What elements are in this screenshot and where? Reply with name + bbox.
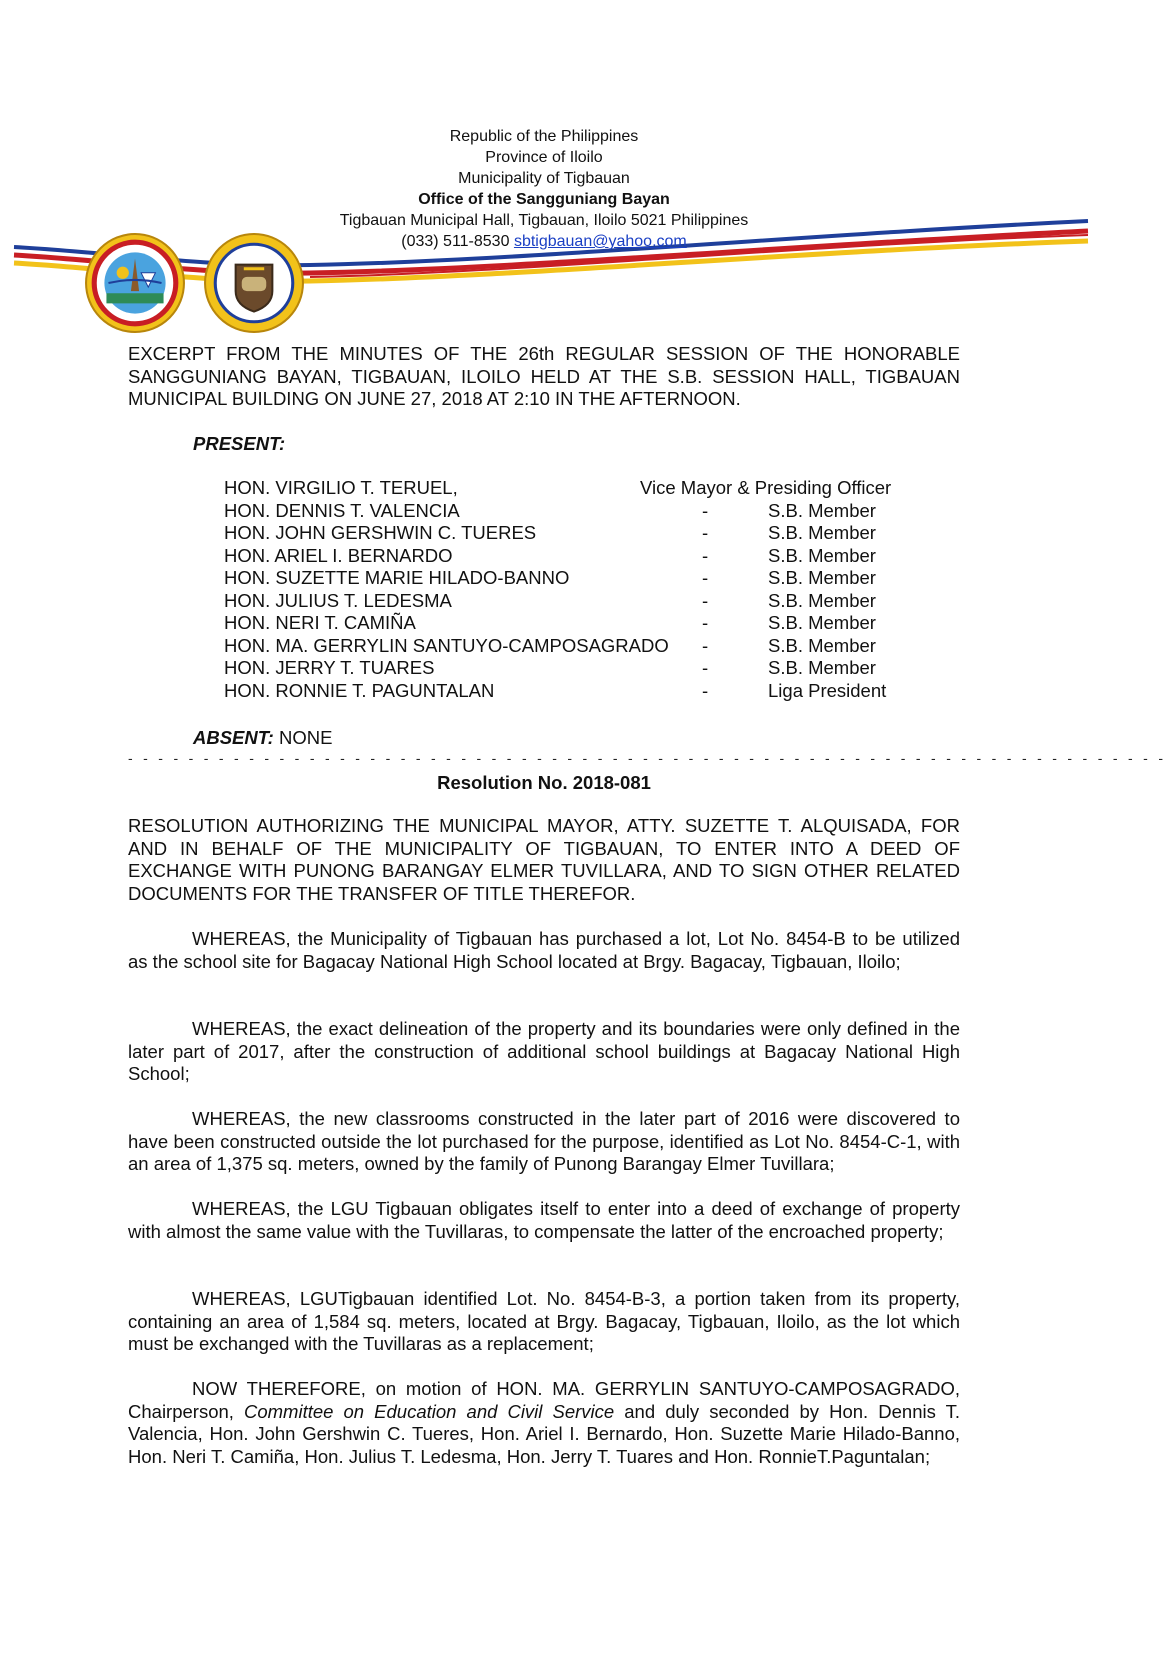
letterhead-republic: Republic of the Philippines: [449, 128, 639, 145]
member-dash: -: [702, 544, 709, 566]
paragraph-text: WHEREAS, the LGU Tigbauan obligates itself to enter into a deed of exchange of property with almost the same value with the Tuvillaras, to compensate the latter of the encroached property;: [128, 1198, 960, 1242]
member-role: S.B. Member: [768, 657, 876, 678]
letterhead-province: Province of Iloilo: [485, 149, 603, 166]
member-name: HON. DENNIS T. VALENCIA: [224, 499, 460, 521]
letterhead-office: Office of the Sangguniang Bayan: [418, 191, 670, 208]
member-row: [224, 545, 924, 568]
member-role: S.B. Member: [768, 589, 876, 611]
member-row: [224, 635, 924, 658]
member-row: [224, 590, 924, 613]
present-label: PRESENT:: [193, 433, 286, 454]
minutes-excerpt: EXCERPT FROM THE MINUTES OF THE 26th REGULAR SESSION OF THE HONORABLE SANGGUNIANG BAYAN, TIGBAUAN, ILOILO HELD AT THE S.B. SESSION HALL, TIGBAUAN MUNICIPAL BUILDING ON JUNE 27, 2018 AT 2:10 IN THE AFTERNOON.: [128, 343, 960, 409]
member-name: HON. JERRY T. TUARES: [224, 657, 435, 678]
member-role: S.B. Member: [768, 612, 876, 633]
member-row: [224, 567, 924, 590]
member-row: [224, 477, 924, 500]
member-role: Vice Mayor & Presiding Officer: [640, 477, 892, 498]
member-name: HON. VIRGILIO T. TERUEL,: [224, 477, 458, 498]
now-therefore-paragraph: [128, 1378, 960, 1468]
paragraph-text: WHEREAS, the new classrooms constructed in the later part of 2016 were discovered to have been constructed outside the lot purchased for the purpose, identified as Lot No. 8454-C-1, with an area of 1,375 sq. meters, owned by the family of Punong Barangay Elmer Tuvillara;: [128, 1108, 960, 1174]
member-name: HON. ARIEL I. BERNARDO: [224, 544, 453, 566]
member-dash: -: [702, 589, 709, 611]
whereas-paragraph-4: [128, 1198, 960, 1243]
letterhead-municipality: Municipality of Tigbauan: [458, 170, 630, 187]
whereas-paragraph-3: [128, 1108, 960, 1176]
member-row: [224, 680, 924, 703]
member-name: HON. MA. GERRYLIN SANTUYO-CAMPOSAGRADO: [224, 634, 669, 656]
absent-line: [193, 727, 332, 749]
absent-label: ABSENT:: [193, 727, 274, 748]
member-role: S.B. Member: [768, 634, 876, 656]
paragraph-text: NOW THEREFORE, on motion of HON. MA. GERRYLIN SANTUYO-CAMPOSAGRADO, Chairperson,: [128, 1378, 960, 1422]
member-name: HON. JULIUS T. LEDESMA: [224, 589, 452, 611]
whereas-paragraph-5: [128, 1288, 960, 1356]
letterhead-phone: (033) 511-8530: [401, 233, 510, 250]
member-dash: -: [702, 634, 709, 656]
member-dash: -: [702, 522, 709, 543]
absent-value: NONE: [273, 727, 333, 748]
member-name: HON. SUZETTE MARIE HILADO-BANNO: [224, 567, 570, 588]
member-dash: -: [702, 567, 709, 588]
whereas-paragraph-2: [128, 1018, 960, 1086]
paragraph-text: WHEREAS, the exact delineation of the property and its boundaries were only defined in the later part of 2017, after the construction of additional school buildings at Bagacay National High School;: [128, 1018, 960, 1084]
member-dash: -: [702, 612, 709, 633]
member-role: S.B. Member: [768, 522, 876, 543]
member-name: HON. RONNIE T. PAGUNTALAN: [224, 679, 495, 701]
paragraph-text: and duly seconded by Hon. Dennis T. Valencia, Hon. John Gershwin C. Tueres, Hon. Ariel I. Bernardo, Hon. Suzette Marie Hilado-Banno, Hon. Neri T. Camiña, Hon. Julius T. Ledesma, Hon. Jerry T. Tuares and Hon. RonnieT.Paguntalan;: [128, 1400, 960, 1467]
letterhead-address: Tigbauan Municipal Hall, Tigbauan, Iloilo 5021 Philippines: [339, 212, 749, 229]
members-list: [224, 477, 924, 702]
member-name: HON. NERI T. CAMIÑA: [224, 612, 416, 633]
member-row: [224, 657, 924, 680]
sangguniang-bayan-seal-icon: [203, 232, 305, 334]
member-row: [224, 522, 924, 545]
member-role: Liga President: [768, 679, 887, 701]
member-role: S.B. Member: [768, 567, 876, 588]
member-name: HON. JOHN GERSHWIN C. TUERES: [224, 522, 537, 543]
member-dash: -: [702, 499, 709, 521]
member-dash: -: [702, 679, 709, 701]
member-row: [224, 500, 924, 523]
member-dash: -: [702, 657, 709, 678]
paragraph-text: WHEREAS, LGUTigbauan identified Lot. No. 8454-B-3, a portion taken from its property, containing an area of 1,584 sq. meters, located at Brgy. Bagacay, Tigbauan, Iloilo, as the lot which must be exchanged with the Tuvillaras as a replacement;: [128, 1288, 960, 1354]
paragraph-text: WHEREAS, the Municipality of Tigbauan has purchased a lot, Lot No. 8454-B to be utilized as the school site for Bagacay National High School located at Brgy. Bagacay, Tigbauan, Iloilo;: [128, 928, 960, 972]
committee-name: Committee on Education and Civil Service: [244, 1400, 615, 1422]
member-role: S.B. Member: [768, 544, 876, 566]
letterhead-email-link[interactable]: sbtigbauan@yahoo.com: [513, 233, 687, 250]
resolution-number: Resolution No. 2018-081: [437, 772, 651, 793]
whereas-paragraph-1: [128, 928, 960, 973]
resolution-title: RESOLUTION AUTHORIZING THE MUNICIPAL MAYOR, ATTY. SUZETTE T. ALQUISADA, FOR AND IN BEHALF OF THE MUNICIPALITY OF TIGBAUAN, TO ENTER INTO A DEED OF EXCHANGE WITH PUNONG BARANGAY ELMER TUVILLARA, AND TO SIGN OTHER RELATED DOCUMENTS FOR THE TRANSFER OF TITLE THEREFOR.: [128, 815, 960, 904]
separator-line: - - - - - - - - - - - - - - - - - - - - - - - - - - - - - - - - - - - - - - - - - - - - - - - - - - - - - - - - - - - - - - - - - - - - -: [128, 750, 1166, 766]
municipality-seal-icon: [84, 232, 186, 334]
member-role: S.B. Member: [768, 499, 876, 521]
member-row: [224, 612, 924, 635]
